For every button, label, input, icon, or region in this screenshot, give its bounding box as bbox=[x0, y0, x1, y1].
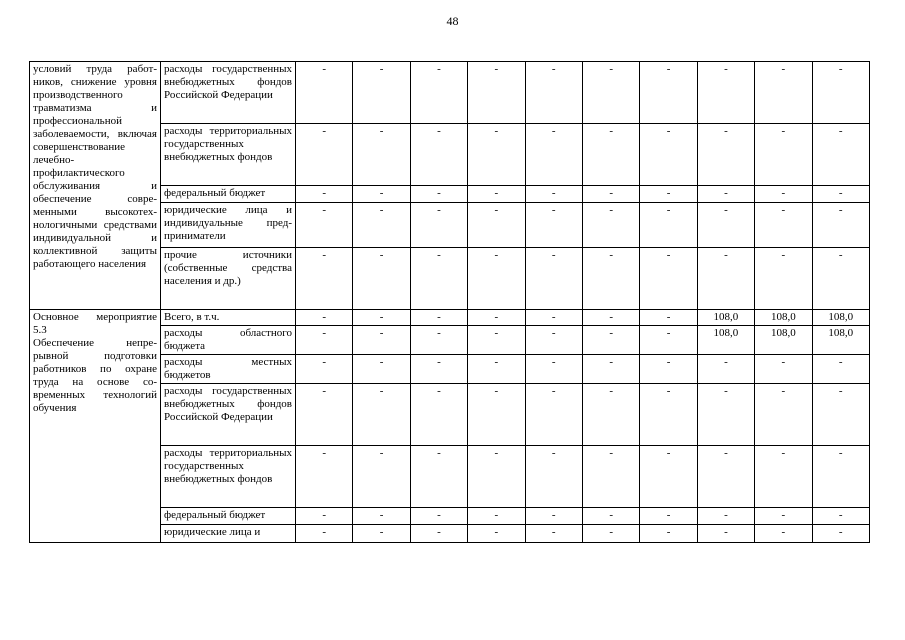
value-cell: - bbox=[525, 508, 582, 525]
value-cell: - bbox=[525, 326, 582, 355]
value-cell: - bbox=[353, 446, 410, 508]
value-cell: - bbox=[353, 310, 410, 326]
value-cell: - bbox=[410, 310, 467, 326]
value-cell: - bbox=[468, 248, 525, 310]
value-cell: - bbox=[582, 203, 639, 248]
value-cell: - bbox=[296, 248, 353, 310]
value-cell: - bbox=[582, 62, 639, 124]
value-cell: - bbox=[640, 62, 697, 124]
value-cell: - bbox=[296, 446, 353, 508]
value-cell: - bbox=[468, 525, 525, 543]
value-cell: - bbox=[697, 508, 754, 525]
value-cell: - bbox=[525, 186, 582, 203]
value-cell: - bbox=[296, 310, 353, 326]
value-cell: 108,0 bbox=[755, 310, 812, 326]
value-cell: - bbox=[468, 62, 525, 124]
value-cell: 108,0 bbox=[812, 326, 869, 355]
value-cell: - bbox=[755, 446, 812, 508]
value-cell: - bbox=[353, 248, 410, 310]
value-cell: - bbox=[410, 248, 467, 310]
value-cell: - bbox=[582, 124, 639, 186]
value-cell: - bbox=[640, 186, 697, 203]
activity-cell: Основное мероприятие 5.3 Обеспечение непрерывной подготовки работников по охране труда на основе современных технологий обучения bbox=[30, 310, 161, 543]
value-cell: 108,0 bbox=[812, 310, 869, 326]
value-cell: - bbox=[525, 310, 582, 326]
value-cell: - bbox=[640, 326, 697, 355]
funding-source-cell: прочие источники (собственные средства населения и др.) bbox=[161, 248, 296, 310]
value-cell: - bbox=[812, 508, 869, 525]
value-cell: - bbox=[410, 525, 467, 543]
value-cell: - bbox=[697, 203, 754, 248]
value-cell: - bbox=[640, 355, 697, 384]
funding-source-cell: Всего, в т.ч. bbox=[161, 310, 296, 326]
value-cell: - bbox=[353, 186, 410, 203]
value-cell: - bbox=[296, 326, 353, 355]
value-cell: - bbox=[353, 508, 410, 525]
value-cell: - bbox=[353, 384, 410, 446]
value-cell: - bbox=[582, 525, 639, 543]
value-cell: - bbox=[525, 124, 582, 186]
value-cell: - bbox=[468, 124, 525, 186]
value-cell: - bbox=[812, 446, 869, 508]
value-cell: - bbox=[812, 203, 869, 248]
value-cell: - bbox=[296, 186, 353, 203]
value-cell: 108,0 bbox=[697, 310, 754, 326]
value-cell: - bbox=[812, 186, 869, 203]
value-cell: - bbox=[697, 525, 754, 543]
value-cell: - bbox=[353, 203, 410, 248]
value-cell: - bbox=[755, 203, 812, 248]
value-cell: - bbox=[582, 508, 639, 525]
page-number: 48 bbox=[446, 14, 459, 28]
value-cell: - bbox=[296, 384, 353, 446]
value-cell: - bbox=[812, 384, 869, 446]
value-cell: - bbox=[755, 525, 812, 543]
value-cell: - bbox=[755, 508, 812, 525]
value-cell: - bbox=[410, 203, 467, 248]
funding-source-cell: федеральный бюджет bbox=[161, 508, 296, 525]
funding-source-cell: расходы государственных внебюджетных фондов Российской Федерации bbox=[161, 384, 296, 446]
value-cell: - bbox=[697, 446, 754, 508]
value-cell: - bbox=[755, 248, 812, 310]
value-cell: - bbox=[410, 446, 467, 508]
value-cell: - bbox=[812, 248, 869, 310]
value-cell: - bbox=[353, 124, 410, 186]
value-cell: - bbox=[640, 508, 697, 525]
funding-source-cell: расходы местных бюджетов bbox=[161, 355, 296, 384]
value-cell: - bbox=[582, 248, 639, 310]
value-cell: - bbox=[640, 248, 697, 310]
value-cell: - bbox=[468, 384, 525, 446]
value-cell: - bbox=[468, 186, 525, 203]
value-cell: - bbox=[296, 355, 353, 384]
value-cell: - bbox=[296, 203, 353, 248]
value-cell: - bbox=[697, 355, 754, 384]
value-cell: - bbox=[697, 124, 754, 186]
value-cell: - bbox=[697, 248, 754, 310]
value-cell: - bbox=[582, 446, 639, 508]
value-cell: - bbox=[353, 62, 410, 124]
value-cell: - bbox=[697, 384, 754, 446]
value-cell: - bbox=[410, 326, 467, 355]
value-cell: - bbox=[410, 355, 467, 384]
value-cell: - bbox=[812, 355, 869, 384]
value-cell: - bbox=[525, 355, 582, 384]
funding-source-cell: юридические лица и bbox=[161, 525, 296, 543]
budget-table bbox=[29, 61, 870, 543]
value-cell: - bbox=[296, 124, 353, 186]
value-cell: - bbox=[582, 355, 639, 384]
value-cell: - bbox=[582, 326, 639, 355]
value-cell: 108,0 bbox=[755, 326, 812, 355]
value-cell: - bbox=[812, 124, 869, 186]
value-cell: - bbox=[353, 355, 410, 384]
value-cell: - bbox=[755, 62, 812, 124]
value-cell: - bbox=[353, 326, 410, 355]
value-cell: - bbox=[410, 186, 467, 203]
value-cell: - bbox=[640, 203, 697, 248]
value-cell: - bbox=[468, 446, 525, 508]
value-cell: - bbox=[525, 62, 582, 124]
value-cell: - bbox=[296, 525, 353, 543]
value-cell: - bbox=[755, 384, 812, 446]
value-cell: - bbox=[812, 525, 869, 543]
value-cell: - bbox=[525, 525, 582, 543]
value-cell: - bbox=[296, 62, 353, 124]
value-cell: - bbox=[410, 384, 467, 446]
value-cell: - bbox=[353, 525, 410, 543]
value-cell: - bbox=[582, 384, 639, 446]
value-cell: - bbox=[468, 326, 525, 355]
value-cell: - bbox=[812, 62, 869, 124]
value-cell: - bbox=[410, 124, 467, 186]
table-row bbox=[30, 62, 870, 124]
value-cell: - bbox=[410, 62, 467, 124]
funding-source-cell: расходы областного бюджета bbox=[161, 326, 296, 355]
value-cell: - bbox=[468, 508, 525, 525]
value-cell: - bbox=[582, 310, 639, 326]
value-cell: - bbox=[755, 355, 812, 384]
value-cell: - bbox=[468, 203, 525, 248]
value-cell: - bbox=[525, 446, 582, 508]
value-cell: - bbox=[640, 310, 697, 326]
funding-source-cell: расходы территориальных государственных внебюджетных фондов bbox=[161, 446, 296, 508]
value-cell: - bbox=[410, 508, 467, 525]
budget-table-body bbox=[30, 62, 870, 543]
value-cell: - bbox=[525, 384, 582, 446]
value-cell: - bbox=[468, 310, 525, 326]
value-cell: - bbox=[640, 384, 697, 446]
value-cell: 108,0 bbox=[697, 326, 754, 355]
value-cell: - bbox=[525, 203, 582, 248]
funding-source-cell: расходы государственных внебюджетных фондов Российской Федерации bbox=[161, 62, 296, 124]
funding-source-cell: федеральный бюджет bbox=[161, 186, 296, 203]
funding-source-cell: юридические лица и индивидуальные предприниматели bbox=[161, 203, 296, 248]
value-cell: - bbox=[468, 355, 525, 384]
value-cell: - bbox=[640, 124, 697, 186]
value-cell: - bbox=[640, 525, 697, 543]
funding-source-cell: расходы территориальных государственных внебюджетных фондов bbox=[161, 124, 296, 186]
activity-cell: условий труда работников, снижение уровня производственного травматизма и профессиональной заболеваемости, включая совершенствование лечебно-профилактического обслуживания и обеспечение современными высокотехнологичными средствами индивидуальной и коллективной защиты работающего населения bbox=[30, 62, 161, 310]
value-cell: - bbox=[525, 248, 582, 310]
value-cell: - bbox=[582, 186, 639, 203]
value-cell: - bbox=[755, 124, 812, 186]
value-cell: - bbox=[755, 186, 812, 203]
value-cell: - bbox=[697, 62, 754, 124]
value-cell: - bbox=[296, 508, 353, 525]
table-row bbox=[30, 310, 870, 326]
value-cell: - bbox=[697, 186, 754, 203]
value-cell: - bbox=[640, 446, 697, 508]
